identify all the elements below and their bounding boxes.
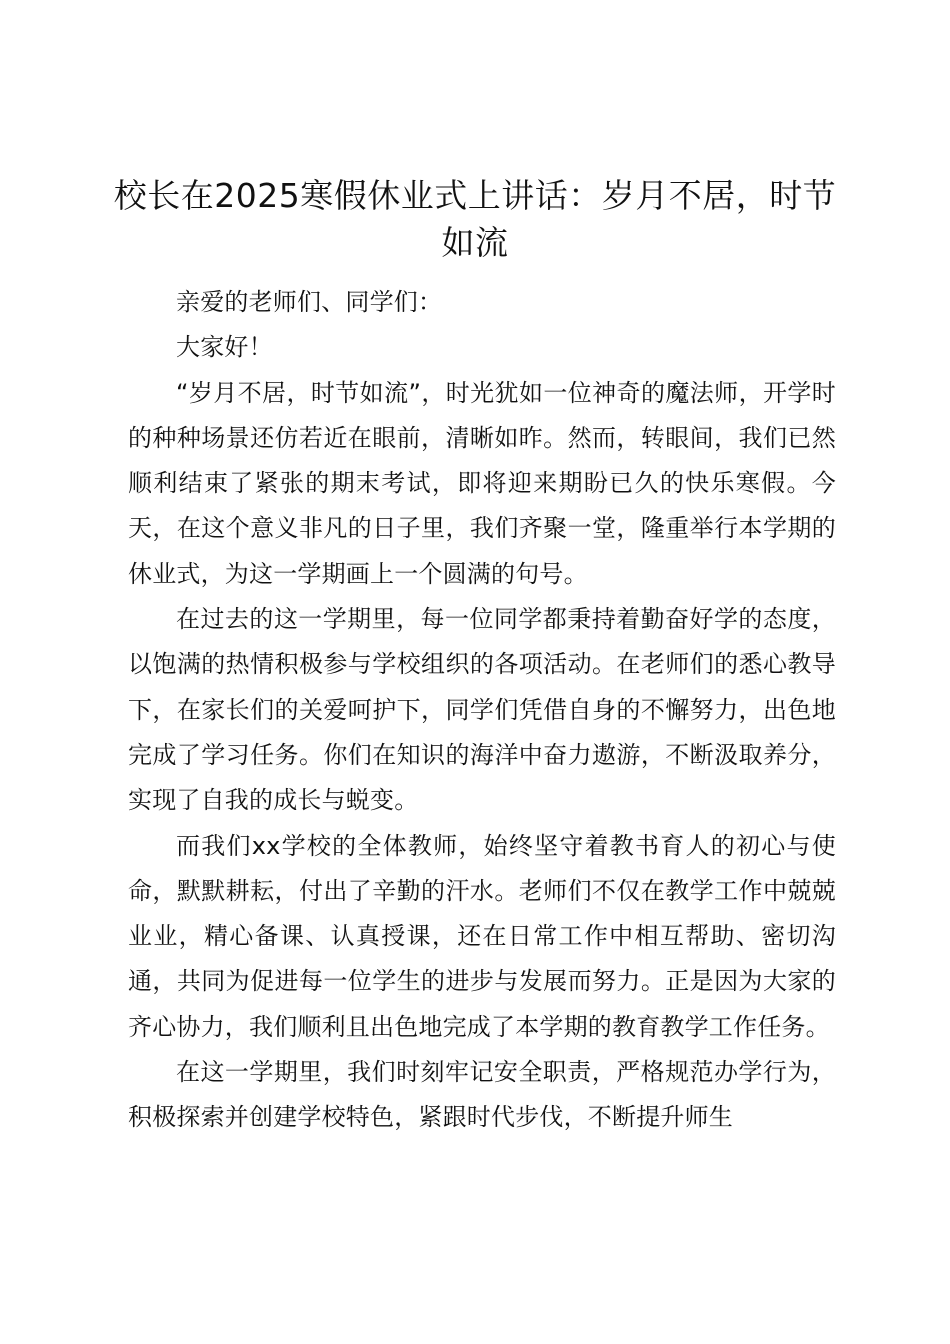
- paragraph: 而我们xx学校的全体教师，始终坚守着教书育人的初心与使命，默默耕耘，付出了辛勤的汗水。老师们不仅在教学工作中兢兢业业，精心备课、认真授课，还在日常工作中相互帮助、密切沟通，共同为促进每一位学生的进步与发展而努力。正是因为大家的齐心协力，我们顺利且出色地完成了本学期的教育教学工作任务。: [128, 831, 836, 1041]
- greeting: 大家好！: [176, 333, 273, 362]
- document-body: [128, 280, 836, 1141]
- document-title: 校长在2025寒假休业式上讲话：岁月不居，时节如流: [113, 176, 837, 262]
- paragraph: 在过去的这一学期里，每一位同学都秉持着勤奋好学的态度，以饱满的热情积极参与学校组织的各项活动。在老师们的悉心教导下，在家长们的关爱呵护下，同学们凭借自身的不懈努力，出色地完成了学习任务。你们在知识的海洋中奋力遨游，不断汲取养分，实现了自我的成长与蜕变。: [128, 605, 836, 815]
- paragraph: “岁月不居，时节如流”，时光犹如一位神奇的魔法师，开学时的种种场景还仿若近在眼前，清晰如昨。然而，转眼间，我们已然顺利结束了紧张的期末考试，即将迎来期盼已久的快乐寒假。今天，在这个意义非凡的日子里，我们齐聚一堂，隆重举行本学期的休业式，为这一学期画上一个圆满的句号。: [128, 378, 836, 588]
- salutation: 亲爱的老师们、同学们：: [176, 288, 443, 316]
- paragraph: 在这一学期里，我们时刻牢记安全职责，严格规范办学行为，积极探索并创建学校特色，紧跟时代步伐，不断提升师生: [128, 1058, 836, 1132]
